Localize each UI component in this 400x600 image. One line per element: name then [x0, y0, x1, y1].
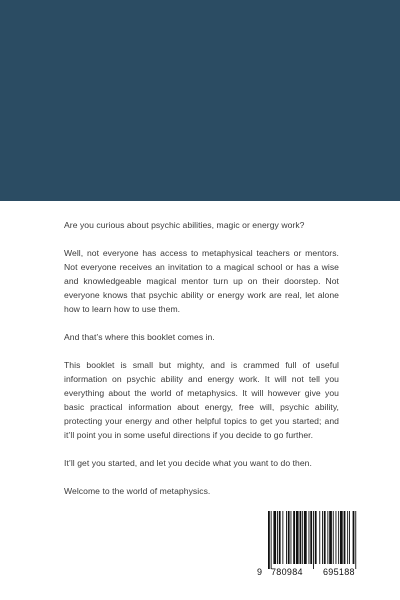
barcode-bar — [336, 511, 337, 564]
barcode-bar — [324, 511, 326, 564]
barcode-bar — [293, 511, 295, 564]
barcode-bar — [277, 511, 278, 564]
blurb-paragraph-4: This booklet is small but mighty, and is crammed full of useful information on psychic ability and energy work. It will not tell you everything about the world of metaphysics. It will however give you basic practical information about energy, free will, psychic ability, protecting your energy and other helpful topics to get you started; and it’ll point you in some useful directions if you decide to go further. — [64, 360, 339, 440]
barcode-bar — [338, 511, 339, 564]
barcode-bar — [304, 511, 307, 564]
barcode-bar — [291, 511, 292, 564]
barcode-bar — [344, 511, 346, 564]
barcode-bar — [282, 511, 283, 564]
blurb-paragraph-1: Are you curious about psychic abilities, magic or energy work? — [64, 220, 305, 230]
barcode-bar — [349, 511, 350, 564]
barcode-bar — [286, 511, 287, 564]
blurb-paragraph-2: Well, not everyone has access to metaphysical teachers or mentors. Not everyone receives an invitation to a magical school or has a wise and knowledgeable magical mentor turn up on their doorstep. Not everyone knows that psychic ability or energy work are real, let alone how to learn how to use them. — [64, 248, 339, 314]
barcode-left-group: 780984 — [271, 567, 303, 577]
blurb-paragraph-6: Welcome to the world of metaphysics. — [64, 486, 211, 496]
barcode-bar — [313, 511, 314, 569]
cover-header-band — [0, 0, 400, 201]
barcode-bar — [296, 511, 299, 564]
isbn-barcode — [257, 509, 379, 579]
barcode-bar — [300, 511, 302, 564]
barcode-prefix-digit: 9 — [257, 567, 263, 577]
barcode-bar — [273, 511, 276, 564]
barcode-bar — [302, 511, 303, 564]
barcode-right-group: 695188 — [323, 567, 355, 577]
barcode-bar — [327, 511, 328, 564]
barcode-bar — [315, 511, 317, 564]
blurb-paragraph-5: It’ll get you started, and let you decide what you want to do then. — [64, 458, 312, 468]
barcode-bar — [271, 511, 272, 569]
barcode-bar — [329, 511, 332, 564]
barcode-bar — [340, 511, 343, 564]
barcode-bar — [288, 511, 290, 564]
barcode-bar — [310, 511, 312, 564]
barcode-bar — [322, 511, 323, 564]
barcode-bar — [268, 511, 270, 569]
barcode-bar — [279, 511, 281, 564]
back-cover-blurb — [64, 218, 339, 512]
barcode-bar — [355, 511, 356, 569]
barcode-bar — [347, 511, 348, 564]
barcode-bar — [319, 511, 320, 564]
barcode-bar — [333, 511, 334, 564]
barcode-bar — [353, 511, 355, 564]
barcode-bars — [257, 509, 379, 569]
barcode-bar — [309, 511, 310, 564]
blurb-paragraph-3: And that’s where this booklet comes in. — [64, 332, 215, 342]
